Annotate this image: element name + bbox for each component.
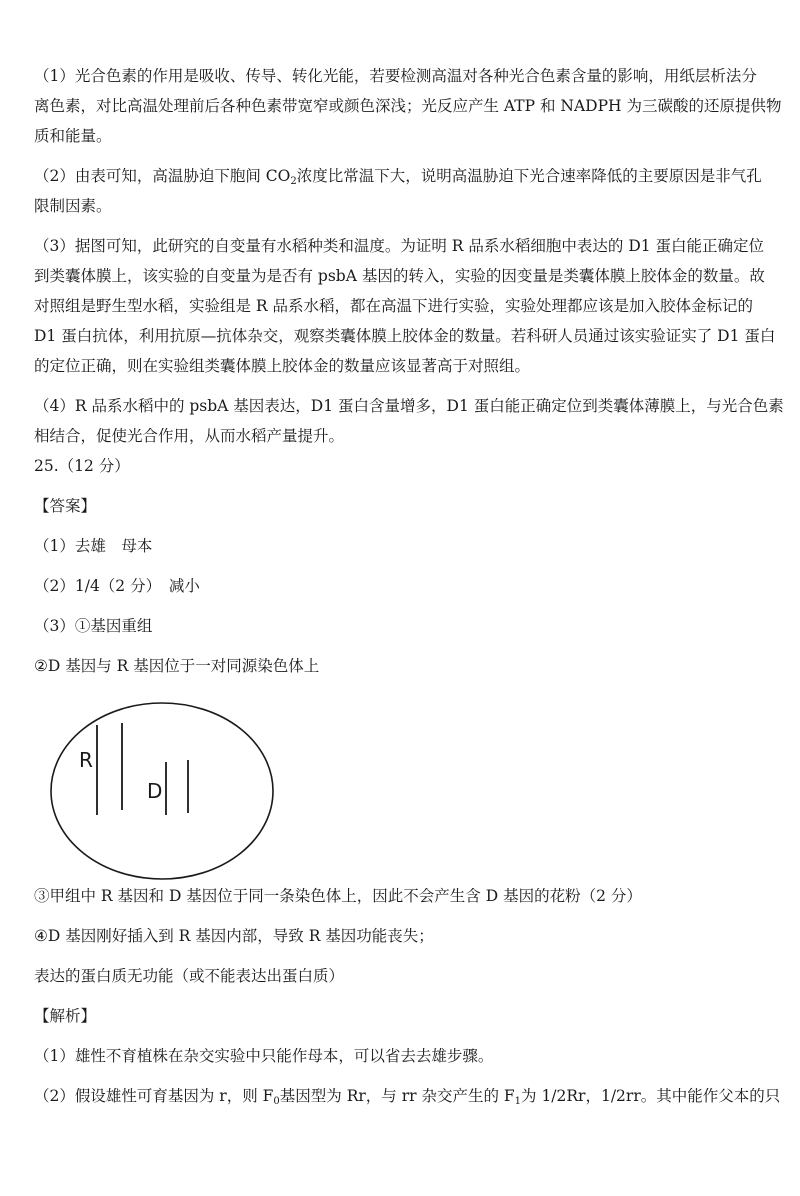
answer-4: ②D 基因与 R 基因位于一对同源染色体上 — [34, 657, 320, 675]
analysis-2-text-c: 为 1/2Rr，1/2rr。其中能作父本的只 — [521, 1087, 781, 1105]
answer-5: ③甲组中 R 基因和 D 基因位于同一条染色体上，因此不会产生含 D 基因的花粉（2 分） — [34, 887, 642, 905]
paragraph-4-line-2: 相结合，促使光合作用，从而水稻产量提升。 — [34, 427, 345, 445]
analysis-2 — [34, 1086, 781, 1112]
paragraph-2-line-2: 限制因素。 — [34, 197, 112, 215]
paragraph-3-line-2: 到类囊体膜上，该实验的自变量为是否有 psbA 基因的转入，实验的因变量是类囊体膜上胶体金的数量。故 — [34, 267, 765, 285]
f0-subscript: 0 — [273, 1096, 280, 1107]
paragraph-3-line-4: D1 蛋白抗体，利用抗原—抗体杂交，观察类囊体膜上胶体金的数量。若科研人员通过该实验证实了 D1 蛋白 — [34, 327, 776, 345]
question-25-title: 25.（12 分） — [34, 457, 130, 475]
analysis-heading: 【解析】 — [34, 1007, 97, 1025]
paragraph-3-line-1: （3）据图可知，此研究的自变量有水稻种类和温度。为证明 R 品系水稻细胞中表达的 D1 蛋白能正确定位 — [34, 237, 765, 255]
answer-3: （3）①基因重组 — [34, 617, 153, 635]
paragraph-2-text-a: （2）由表可知，高温胁迫下胞间 CO — [34, 167, 291, 185]
paragraph-3-line-3: 对照组是野生型水稻，实验组是 R 品系水稻，都在高温下进行实验，实验处理都应该是加入胶体金标记的 — [34, 297, 754, 315]
answer-1: （1）去雄 母本 — [34, 537, 153, 555]
analysis-2-text-b: 基因型为 Rr，与 rr 杂交产生的 F — [279, 1087, 515, 1105]
paragraph-1-line-3: 质和能量。 — [34, 127, 112, 145]
gene-label-d: D — [147, 779, 163, 803]
paragraph-4-line-1: （4）R 品系水稻中的 psbA 基因表达，D1 蛋白含量增多，D1 蛋白能正确定位到类囊体薄膜上，与光合色素 — [34, 397, 784, 415]
analysis-2-text-a: （2）假设雄性可育基因为 r，则 F — [34, 1087, 274, 1105]
paragraph-2-line-1 — [34, 166, 774, 192]
gene-label-r: R — [79, 748, 93, 772]
answer-7: 表达的蛋白质无功能（或不能表达出蛋白质） — [34, 967, 345, 985]
chromosome-diagram — [48, 700, 278, 880]
paragraph-2-text-b: 浓度比常温下大，说明高温胁迫下光合速率降低的主要原因是非气孔 — [296, 167, 762, 185]
answer-2: （2）1/4（2 分） 减小 — [34, 577, 200, 595]
paragraph-3-line-5: 的定位正确，则在实验组类囊体膜上胶体金的数量应该显著高于对照组。 — [34, 357, 531, 375]
f1-subscript: 1 — [514, 1096, 522, 1107]
analysis-1: （1）雄性不育植株在杂交实验中只能作母本，可以省去去雄步骤。 — [34, 1047, 494, 1065]
answer-6: ④D 基因刚好插入到 R 基因内部，导致 R 基因功能丧失； — [34, 927, 434, 945]
co2-subscript: 2 — [290, 176, 297, 187]
answer-heading: 【答案】 — [34, 497, 97, 515]
paragraph-1-line-1: （1）光合色素的作用是吸收、传导、转化光能，若要检测高温对各种光合色素含量的影响，用纸层析法分 — [34, 67, 757, 85]
paragraph-1-line-2: 离色素，对比高温处理前后各种色素带宽窄或颜色深浅；光反应产生 ATP 和 NADPH 为三碳酸的还原提供物 — [34, 97, 782, 115]
